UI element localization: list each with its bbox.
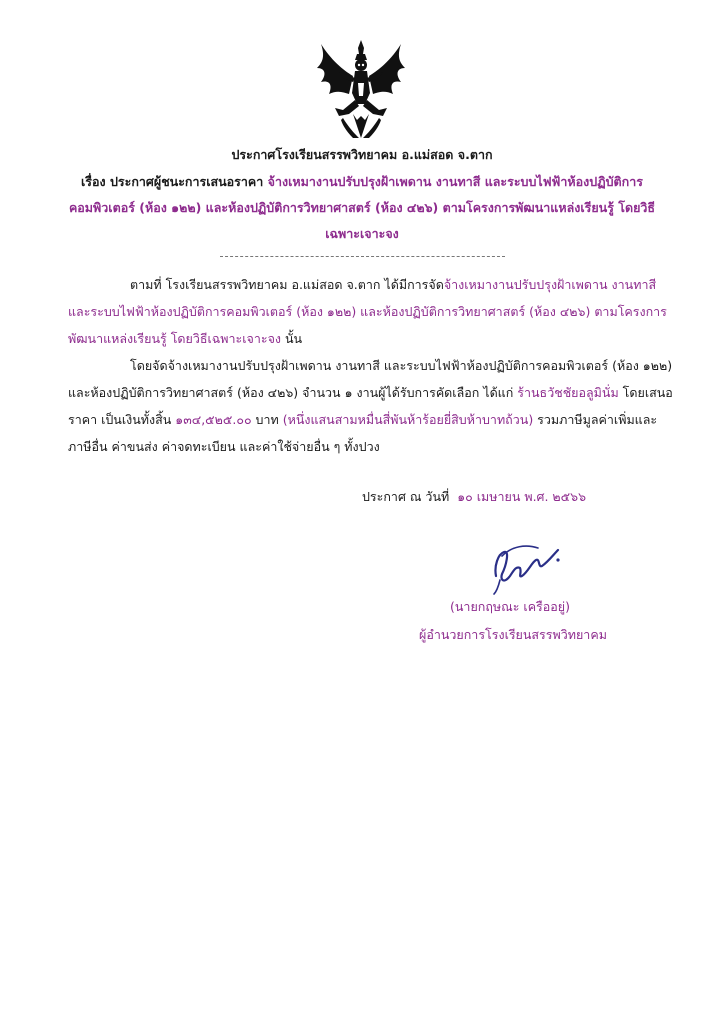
signer-name: (นายกฤษณะ เครืออยู่) [450, 599, 570, 614]
subject-line-3: เฉพาะเจาะจง [325, 226, 399, 241]
paragraph-1-project: จ้างเหมางานปรับปรุงฝ้าเพดาน งานทาสี [443, 277, 657, 292]
paragraph-2-line-4: ภาษีอื่น ค่าขนส่ง ค่าจดทะเบียน และค่าใช้จ่ายอื่น ๆ ทั้งปวง [68, 439, 380, 454]
price-amount: ๑๓๔,๕๒๕.๐๐ [175, 412, 252, 427]
paragraph-2-line-1: โดยจัดจ้างเหมางานปรับปรุงฝ้าเพดาน งานทาสี และระบบไฟฟ้าห้องปฏิบัติการคอมพิวเตอร์ (ห้อง ๑๒๒) [130, 358, 673, 373]
announce-date-line [362, 487, 586, 507]
signer-position: ผู้อำนวยการโรงเรียนสรรพวิทยาคม [419, 627, 607, 642]
paragraph-2-line-3 [68, 410, 657, 430]
paragraph-2-selected: และห้องปฏิบัติการวิทยาศาสตร์ (ห้อง ๔๒๖) จำนวน ๑ งานผู้ได้รับการคัดเลือก ได้แก่ [68, 385, 518, 400]
price-label: ราคา เป็นเงินทั้งสิ้น [68, 412, 176, 427]
subject-text: จ้างเหมางานปรับปรุงฝ้าเพดาน งานทาสี และระบบไฟฟ้าห้องปฏิบัติการ [267, 174, 643, 189]
paragraph-2-line-2 [68, 383, 673, 403]
subject-line-1 [0, 172, 724, 192]
paragraph-1-end: นั้น [281, 331, 303, 346]
paragraph-1-line-3 [68, 329, 302, 349]
announce-date: ๑๐ เมษายน พ.ศ. ๒๕๖๖ [457, 489, 587, 504]
currency-label: บาท [251, 412, 283, 427]
page-title: ประกาศโรงเรียนสรรพวิทยาคม อ.แม่สอด จ.ตาก [231, 147, 493, 162]
paragraph-1-method: พัฒนาแหล่งเรียนรู้ โดยวิธีเฉพาะเจาะจง [68, 331, 282, 346]
vendor-name: ร้านธวัชชัยอลูมินั่ม [517, 385, 619, 400]
subject-label: เรื่อง ประกาศผู้ชนะการเสนอราคา [81, 174, 264, 189]
garuda-emblem-icon [313, 38, 409, 142]
announce-label: ประกาศ ณ วันที่ [362, 489, 450, 504]
paragraph-2-offer: โดยเสนอ [618, 385, 673, 400]
price-in-words: (หนึ่งแสนสามหมื่นสี่พันห้าร้อยยี่สิบห้าบาทถ้วน) [282, 412, 534, 427]
paragraph-1-intro: ตามที่ โรงเรียนสรรพวิทยาคม อ.แม่สอด จ.ตาก ได้มีการจัด [130, 277, 444, 292]
tax-note: รวมภาษีมูลค่าเพิ่มและ [533, 412, 658, 427]
signature-image [482, 536, 562, 596]
subject-line-2: คอมพิวเตอร์ (ห้อง ๑๒๒) และห้องปฏิบัติการวิทยาศาสตร์ (ห้อง ๔๒๖) ตามโครงการพัฒนาแหล่งเรียนรู้ โดยวิธี [68, 200, 656, 215]
divider-line [220, 256, 505, 258]
paragraph-1-line-2: และระบบไฟฟ้าห้องปฏิบัติการคอมพิวเตอร์ (ห้อง ๑๒๒) และห้องปฏิบัติการวิทยาศาสตร์ (ห้อง ๔๒๖) ตามโครงการ [68, 304, 667, 319]
paragraph-1-line-1 [130, 275, 656, 295]
